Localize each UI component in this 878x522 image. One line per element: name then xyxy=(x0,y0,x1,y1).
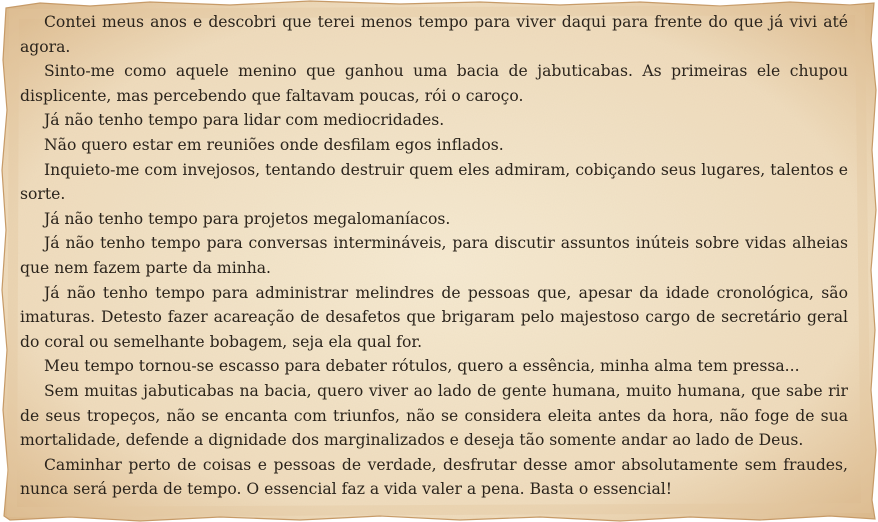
paragraph: Não quero estar em reuniões onde desfilam egos inflados. xyxy=(44,135,504,154)
paragraph: Já não tenho tempo para administrar melindres de pessoas que, apesar da idade cronológica, são imaturas. Detesto fazer acareação de desafetos que brigaram pelo majestoso cargo de secretário geral do coral ou semelhante bobagem, seja ela qual for. xyxy=(20,283,848,351)
paragraph: Meu tempo tornou-se escasso para debater rótulos, quero a essência, minha alma tem pressa... xyxy=(44,357,800,376)
paragraph: Caminhar perto de coisas e pessoas de verdade, desfrutar desse amor absolutamente sem fraudes, nunca será perda de tempo. O essencial faz a vida valer a pena. Basta o essencial! xyxy=(20,455,848,499)
paragraph: Contei meus anos e descobri que terei menos tempo para viver daqui para frente do que já vivi até agora. xyxy=(20,13,848,56)
paragraph: Já não tenho tempo para lidar com mediocridades. xyxy=(44,111,445,130)
poem-text xyxy=(20,10,848,502)
paragraph: Já não tenho tempo para conversas intermináveis, para discutir assuntos inúteis sobre vidas alheias que nem fazem parte da minha. xyxy=(20,234,848,277)
paragraph: Sem muitas jabuticabas na bacia, quero viver ao lado de gente humana, muito humana, que sabe rir de seus tropeços, não se encanta com triunfos, não se considera eleita antes da hora, não foge de sua mortalidade, defende a dignidade dos marginalizados e deseja tão somente andar ao lado de Deus. xyxy=(20,381,848,450)
paragraph: Inquieto-me com invejosos, tentando destruir quem eles admiram, cobiçando seus lugares, talentos e sorte. xyxy=(20,160,848,204)
paragraph: Sinto-me como aquele menino que ganhou uma bacia de jabuticabas. As primeiras ele chupou displicente, mas percebendo que faltavam poucas, rói o caroço. xyxy=(20,62,848,105)
paragraph: Já não tenho tempo para projetos megalomaníacos. xyxy=(44,209,451,228)
